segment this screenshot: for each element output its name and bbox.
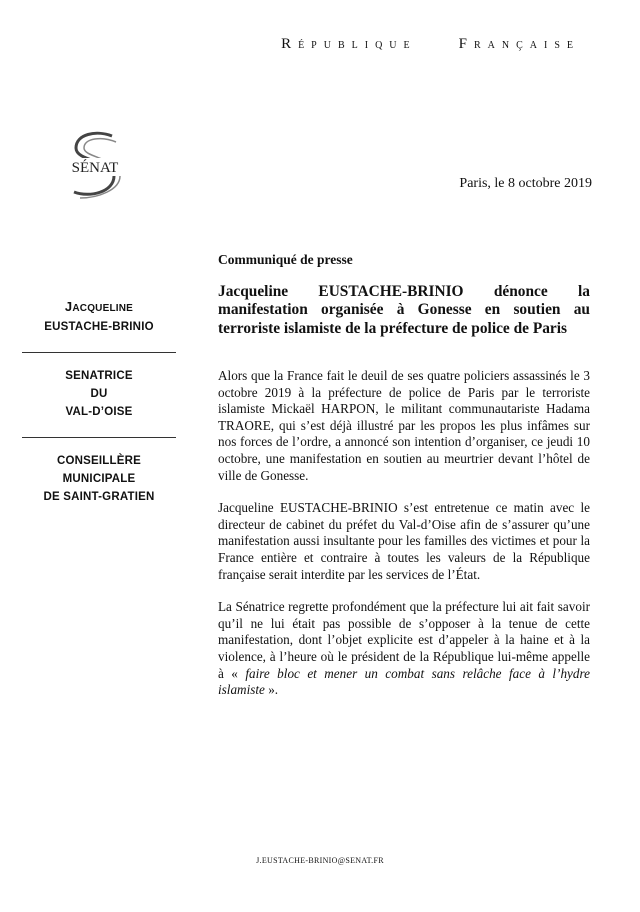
press-release-kicker: Communiqué de presse bbox=[218, 252, 353, 267]
paragraph-1: Alors que la France fait le deuil de ses quatre policiers assassinés le 3 octobre 2019 à la préfecture de police de Paris par le terroriste islamiste Mickaël HARPON, le militant communautariste Hadama TRAORE, qui s’est déjà illustré par les propos les plus infâmes sur nos forces de l’ordre, a annoncé son intention d’organiser, ce jeudi 10 octobre, une manifestation en soutien au meurtrier devant l’hôtel de ville de Gonesse. bbox=[218, 368, 590, 483]
sidebar-name-last: EUSTACHE-BRINIO bbox=[44, 321, 154, 333]
paragraph-3-quote: faire bloc et mener un combat sans relâche face à l’hydre islamiste bbox=[218, 665, 590, 698]
sidebar-name-first: ACQUELINE bbox=[72, 303, 134, 314]
sidebar-role-council-line1: CONSEILLÈRE MUNICIPALE bbox=[57, 455, 141, 485]
sidebar-role-senator-line2: DU bbox=[90, 388, 108, 400]
header-republique: ÉPUBLIQUE bbox=[298, 40, 417, 51]
header-f: F bbox=[458, 36, 474, 52]
sidebar-divider bbox=[22, 437, 176, 438]
paragraph-3-start: La Sénatrice regrette profondément que la préfecture lui ait fait savoir qu’il ne lui était pas possible de s’opposer à la tenue de cette manifestation, dont l’objet explicite est d’appeler à la haine et à la violence, à l’heure où le président de la République lui-même appelle à « bbox=[218, 599, 590, 681]
sidebar-role-council bbox=[22, 450, 176, 508]
press-release-title: Jacqueline EUSTACHE-BRINIO dénonce la manifestation organisée à Gonesse en soutien au terroriste islamiste de la préfecture de police de Paris bbox=[218, 282, 590, 337]
document-date: Paris, le 8 octobre 2019 bbox=[459, 176, 592, 191]
sidebar-name bbox=[22, 296, 176, 338]
header-r: R bbox=[281, 36, 299, 52]
sidebar-role-council-line2: DE SAINT-GRATIEN bbox=[43, 491, 155, 503]
senat-logo-icon bbox=[62, 128, 128, 202]
footer-email: J.EUSTACHE-BRINIO@SENAT.FR bbox=[256, 856, 384, 865]
press-release-body bbox=[218, 252, 590, 715]
sidebar-role-senator bbox=[22, 365, 176, 423]
paragraph-3 bbox=[218, 599, 590, 699]
senat-logo-text: SÉNAT bbox=[71, 160, 119, 176]
sidebar-name-initial: J bbox=[64, 299, 73, 314]
header-francaise: RANÇAISE bbox=[473, 40, 580, 51]
sidebar-divider bbox=[22, 352, 176, 353]
senat-logo bbox=[62, 128, 128, 202]
sidebar bbox=[22, 296, 176, 508]
page-header bbox=[0, 36, 640, 53]
sidebar-role-senator-line1: SENATRICE bbox=[65, 370, 133, 382]
sidebar-role-senator-line3: VAL-D’OISE bbox=[65, 406, 133, 418]
paragraph-2: Jacqueline EUSTACHE-BRINIO s’est entretenue ce matin avec le directeur de cabinet du préfet du Val-d’Oise afin de s’assurer qu’une manifestation aussi insultante pour les familles des victimes et pour la France entière et contraire à toutes les valeurs de la République française serait interdite par les services de l’État. bbox=[218, 500, 590, 582]
paragraph-3-end: ». bbox=[264, 682, 279, 698]
